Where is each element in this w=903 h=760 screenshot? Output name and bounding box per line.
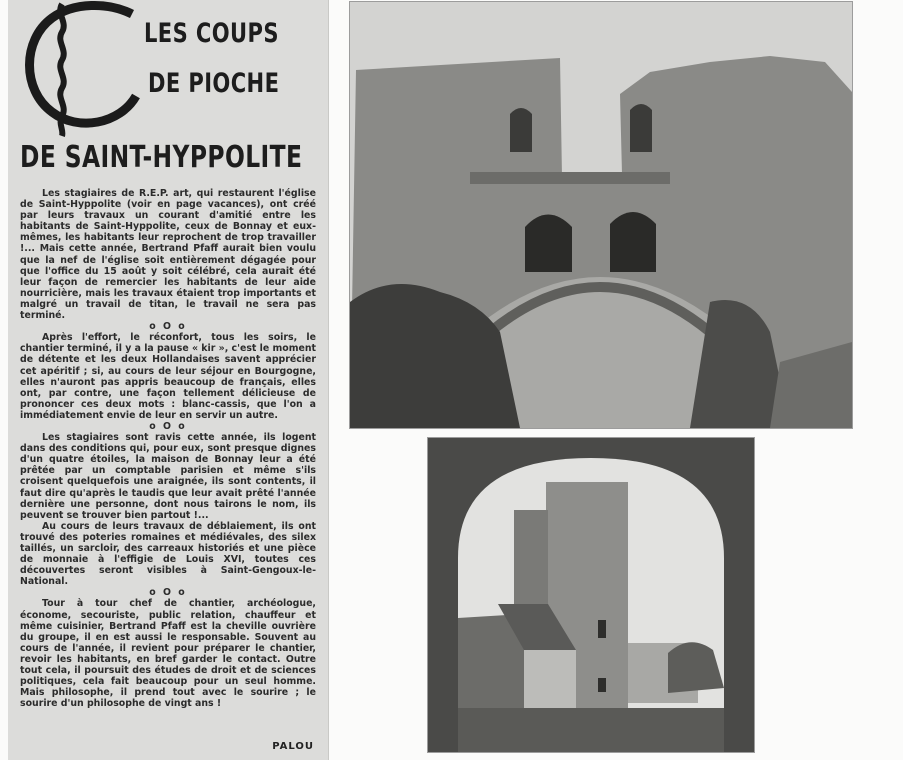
headline-line-3: DE SAINT-HYPPOLITE [20, 140, 303, 175]
tower-through-archway-photo [428, 438, 754, 752]
article-paragraph: Les stagiaires sont ravis cette année, ils logent dans des conditions qui, pour eux, sont presque dignes d'un quatre étoiles, la maison de Bonnay leur a été prêtée par un comptable parisien et même s'ils croisent quelquefois une araignée, ils sont contents, il faut dire qu'après le taudis que leur avait prêté l'année dernière une personne, dont nous tairons le nom, ils peuvent se trouver bien partout !... [20, 432, 316, 521]
article-paragraph: Tour à tour chef de chantier, archéologue, économe, secouriste, public relation, chauffeur et même cuisinier, Bertrand Pfaff est la cheville ouvrière du groupe, il en est aussi le responsable. Souvent au cours de l'année, il revient pour préparer le chantier, revoir les habitants, en bref garder le contact. Outre tout cela, il poursuit des études de droit et de sciences politiques, cela fait beaucoup pour un seul homme. Mais philosophe, il prend tout avec le sourire ; le sourire d'un philosophe de vingt ans ! [20, 598, 316, 710]
newspaper-clipping [8, 0, 329, 760]
article-paragraph: Au cours de leurs travaux de déblaiement, ils ont trouvé des poteries romaines et médiévales, des silex taillés, un sarcloir, des carreaux historiés et une pièce de monnaie à l'effigie de Louis XVI, toutes ces découvertes seront visibles à Saint-Gengoux-le-National. [20, 520, 316, 588]
church-ruins-photo [350, 2, 852, 428]
decorative-letter-c [8, 0, 158, 140]
headline-block [8, 0, 328, 180]
article-paragraph: Les stagiaires de R.E.P. art, qui restaurent l'église de Saint-Hyppolite (voir en page vacances), ont créé par leurs travaux un courant d'amitié entre les habitants de Saint-Hyppolite, ceux de Bonnay et eux-mêmes, les habitants leur reprochent de trop travailler !... Mais cette année, Bertrand Pfaff aurait bien voulu que la nef de l'église soit entièrement dégagée pour que l'office du 15 août y soit célébré, cela aurait été leur façon de remercier les habitants de leur aide nourricière, mais les travaux étaient trop importants et malgré un travail de titan, le travail ne sera pas terminé. [20, 188, 316, 322]
author-signature: PALOU [272, 741, 314, 752]
paragraph-separator: o O o [149, 321, 187, 333]
article-body [20, 188, 316, 709]
paragraph-separator: o O o [149, 587, 187, 599]
article-paragraph: Après l'effort, le réconfort, tous les soirs, le chantier terminé, il y a la pause « kir », c'est le moment de détente et les deux Hollandaises savent apprécier cet apéritif ; si, au cours de leur séjour en Bourgogne, elles n'auront pas appris beaucoup de français, elles ont, par contre, une façon tellement délicieuse de prononcer ces deux mots : blanc-cassis, que l'on a immédiatement envie de leur en servir un autre. [20, 332, 316, 421]
paragraph-separator: o O o [149, 420, 187, 432]
headline-line-2: DE PIOCHE [148, 68, 280, 99]
headline-line-1: LES COUPS [144, 18, 279, 49]
